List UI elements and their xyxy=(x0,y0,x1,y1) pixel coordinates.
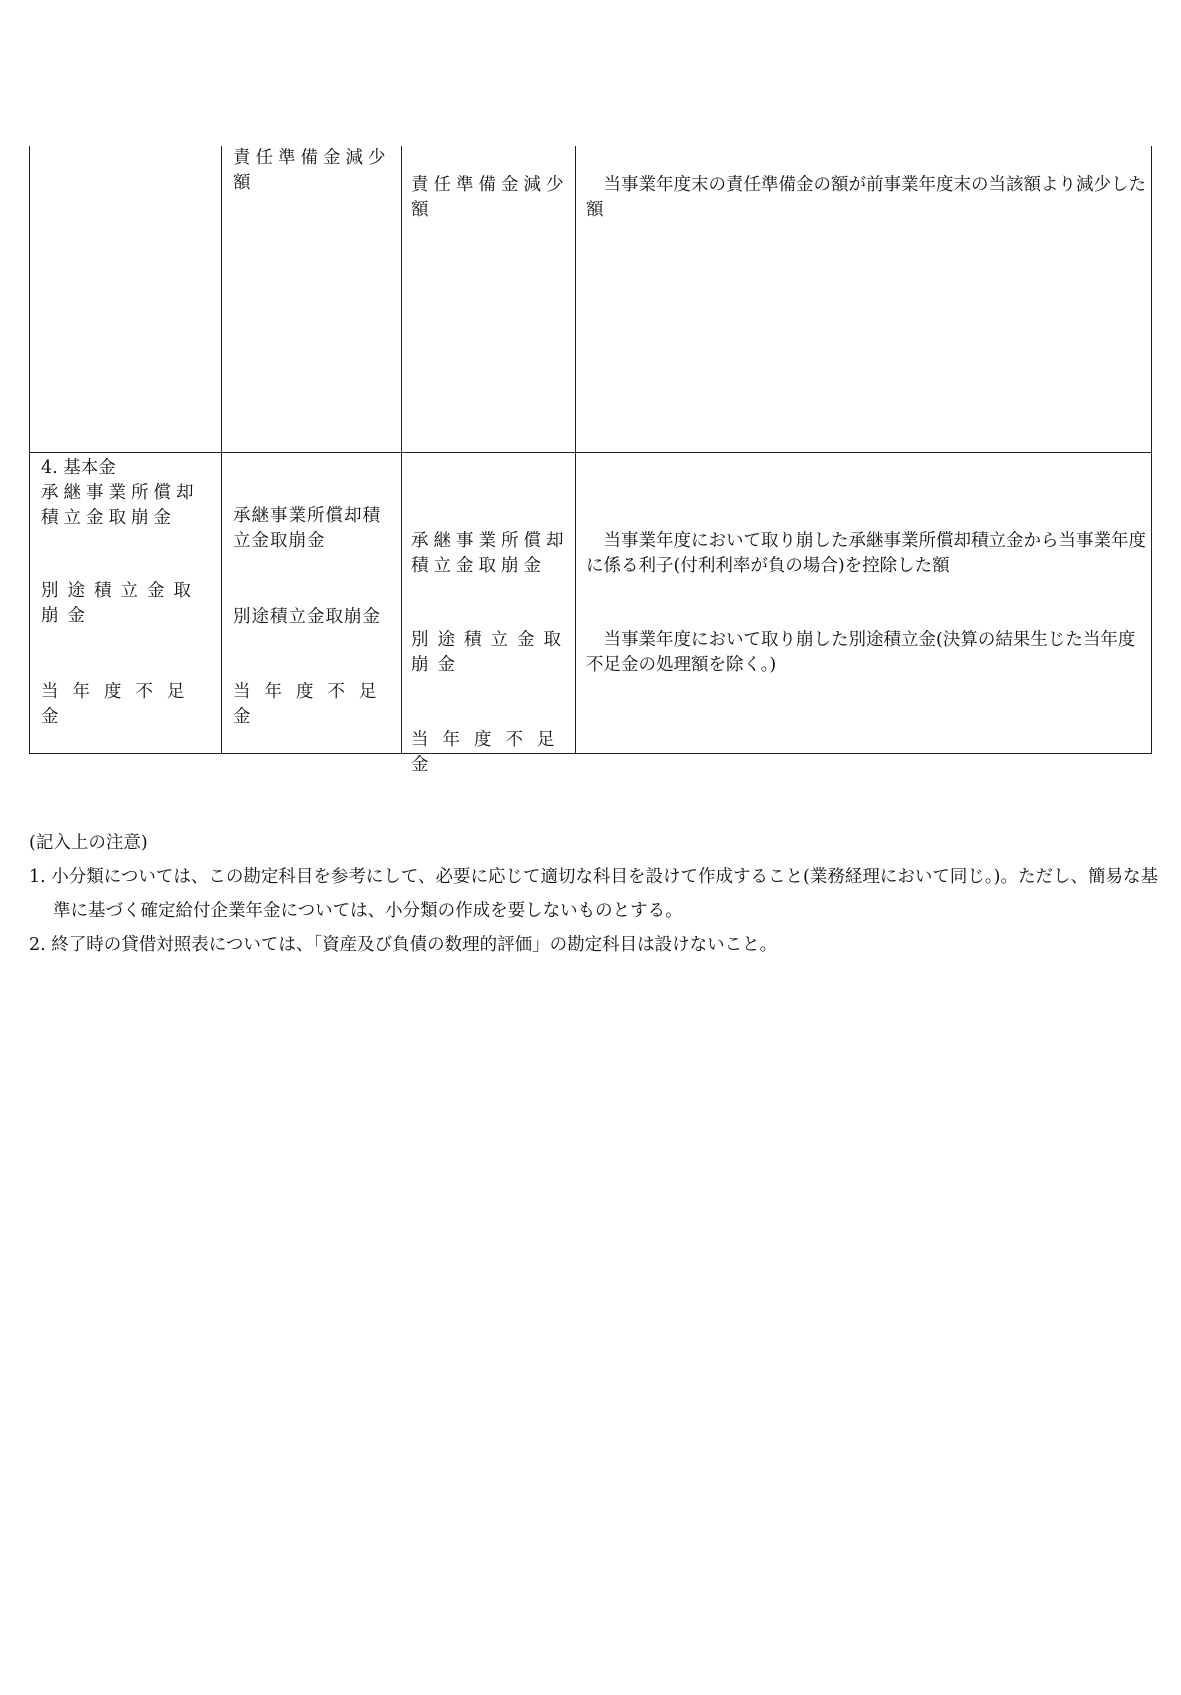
row-divider xyxy=(30,452,1151,453)
notes-title: (記入上の注意) xyxy=(29,833,148,853)
row2-col2-item-1: 承継事業所償却積立金取崩金 xyxy=(233,506,381,551)
note-item-1: 1. 小分類については、この勘定科目を参考にして、必要に応じて適切な科目を設けて作成すること(業務経理において同じ。)。ただし、簡易な基準に基づく確定給付企業年金については、小分類の作成を要しないものとする。 xyxy=(29,867,1158,921)
column-divider xyxy=(221,146,222,753)
row2-col4-description-2: 当事業年度において取り崩した別途積立金(決算の結果生じた当年度不足金の処理額を除く。) xyxy=(586,630,1136,675)
row2-col2-item-2: 別途積立金取崩金 xyxy=(233,607,381,627)
row2-col2-item-3: 当年度不足金 xyxy=(233,682,391,727)
column-divider xyxy=(401,146,402,753)
note-item-2: 2. 終了時の貸借対照表については、「資産及び負債の数理的評価」の勘定科目は設けないこと。 xyxy=(29,935,778,955)
row2-col3-item-2: 別途積立金取崩金 xyxy=(411,630,570,675)
row2-col1-item-3: 当年度不足金 xyxy=(41,682,199,727)
row1-col4-description: 当事業年度末の責任準備金の額が前事業年度末の当該額より減少した額 xyxy=(586,175,1146,220)
notes-section xyxy=(29,826,1159,962)
account-table xyxy=(29,146,1152,775)
row2-col4-description-1: 当事業年度において取り崩した承継事業所償却積立金から当事業年度に係る利子(付利利率が負の場合)を控除した額 xyxy=(586,531,1146,576)
row2-col1-item-1: 承継事業所償却積立金取崩金 xyxy=(41,483,199,528)
row2-col3-item-3: 当年度不足金 xyxy=(411,730,569,775)
row2-col1-heading: 4. 基本金 xyxy=(41,458,116,478)
row2-col1-item-2: 別途積立金取崩金 xyxy=(41,581,200,626)
row2-col3-item-1: 承継事業所償却積立金取崩金 xyxy=(411,531,569,576)
column-divider xyxy=(575,146,576,753)
row1-col2-cell: 責任準備金減少額 xyxy=(233,148,391,193)
row1-col3-cell: 責任準備金減少額 xyxy=(411,175,569,220)
